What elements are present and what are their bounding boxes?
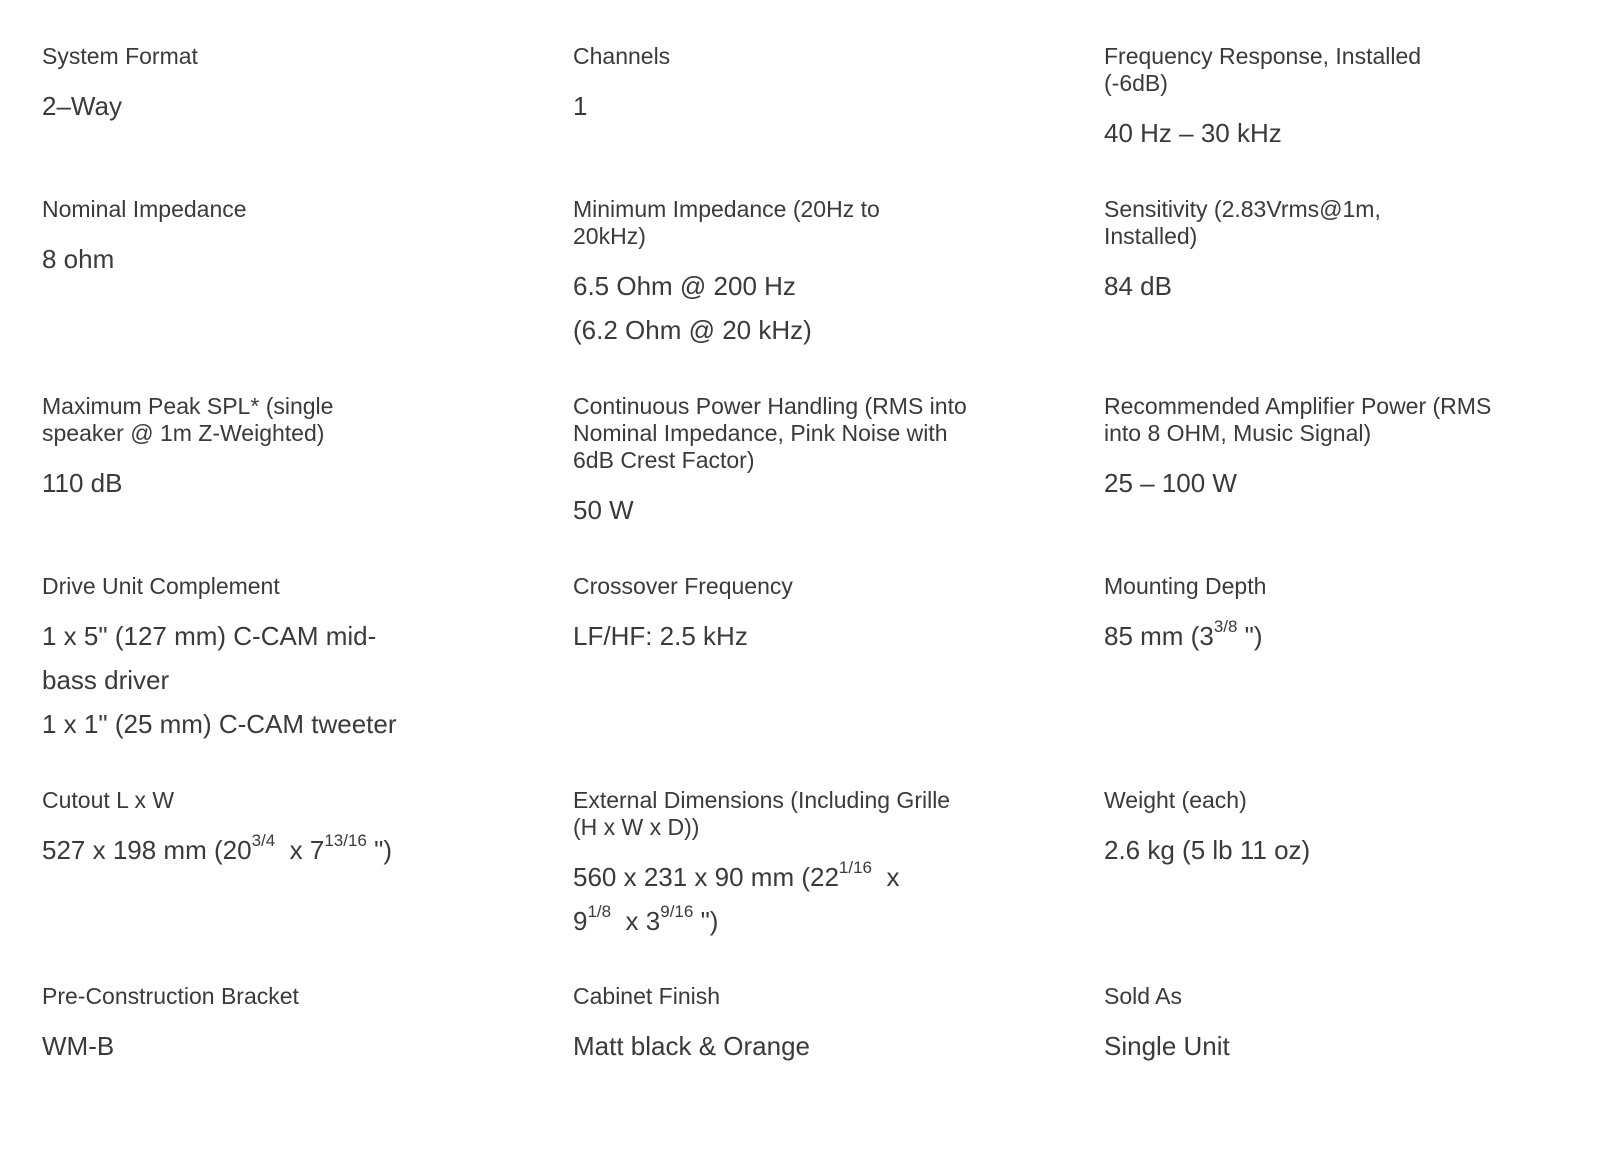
spec-value-line: 1 x 5" (127 mm) C-CAM mid-	[42, 621, 377, 651]
spec-label: System Format	[42, 43, 198, 69]
spec-value	[573, 1024, 973, 1068]
spec-value	[42, 1024, 442, 1068]
spec-label: Recommended Amplifier Power (RMS into 8 OHM, Music Signal)	[1104, 393, 1492, 446]
spec-value	[42, 237, 442, 281]
value-fraction: 1/16	[838, 858, 873, 878]
spec-value	[1104, 614, 1504, 658]
value-text: ")	[1237, 621, 1263, 651]
spec-channels	[573, 43, 973, 128]
spec-mounting-depth	[1104, 573, 1504, 658]
spec-label: Sensitivity (2.83Vrms@1m, Installed)	[1104, 196, 1381, 249]
spec-label: Crossover Frequency	[573, 573, 793, 599]
spec-value-line: 50 W	[573, 495, 634, 525]
value-fraction: 13/16	[324, 831, 367, 851]
spec-value	[573, 264, 933, 352]
value-text: x 3	[611, 906, 661, 936]
spec-value-line	[42, 828, 502, 872]
spec-crossover-frequency	[573, 573, 973, 658]
spec-label: External Dimensions (Including Grille (H x W x D))	[573, 787, 951, 840]
value-text: 560 x 231 x 90 mm (22	[573, 862, 839, 892]
value-text: x 7	[275, 835, 325, 865]
spec-value-line: LF/HF: 2.5 kHz	[573, 621, 748, 651]
spec-value	[42, 84, 442, 128]
spec-value-line: 1 x 1" (25 mm) C-CAM tweeter	[42, 709, 397, 739]
spec-label: Mounting Depth	[1104, 573, 1267, 599]
spec-value-line: (6.2 Ohm @ 20 kHz)	[573, 315, 812, 345]
value-fraction: 1/8	[587, 902, 612, 922]
spec-label: Cutout L x W	[42, 787, 175, 813]
spec-value	[573, 488, 968, 532]
value-text: ")	[693, 906, 719, 936]
spec-value	[42, 614, 482, 746]
spec-value	[573, 614, 973, 658]
value-text: 85 mm (3	[1104, 621, 1214, 651]
value-fraction: 3/8	[1213, 617, 1238, 637]
spec-value-line: 2–Way	[42, 91, 122, 121]
spec-value-line: 6.5 Ohm @ 200 Hz	[573, 271, 796, 301]
spec-frequency-response	[1104, 43, 1474, 155]
value-text: x	[872, 862, 900, 892]
spec-minimum-impedance	[573, 196, 933, 352]
spec-value-line	[573, 855, 973, 899]
spec-label: Cabinet Finish	[573, 983, 721, 1009]
spec-value-line: 2.6 kg (5 lb 11 oz)	[1104, 835, 1311, 865]
value-text: ")	[366, 835, 393, 865]
spec-cutout	[42, 787, 502, 872]
spec-value-line: 8 ohm	[42, 244, 115, 274]
spec-external-dimensions	[573, 787, 973, 943]
spec-value-line: 25 – 100 W	[1104, 468, 1237, 498]
spec-value-line: WM-B	[42, 1031, 115, 1061]
spec-value	[573, 855, 973, 943]
spec-label: Frequency Response, Installed (-6dB)	[1104, 43, 1422, 96]
spec-value-line: Matt black & Orange	[573, 1031, 810, 1061]
spec-label: Channels	[573, 43, 671, 69]
spec-sensitivity	[1104, 196, 1434, 308]
spec-value-line: Single Unit	[1104, 1031, 1230, 1061]
spec-value	[573, 84, 973, 128]
spec-recommended-amplifier-power	[1104, 393, 1504, 505]
spec-cabinet-finish	[573, 983, 973, 1068]
value-fraction: 9/16	[660, 902, 694, 922]
value-text: 527 x 198 mm (20	[42, 835, 252, 865]
value-text: 9	[573, 906, 588, 936]
spec-value-line	[573, 899, 973, 943]
spec-value	[1104, 828, 1504, 872]
spec-value	[1104, 461, 1504, 505]
spec-value	[1104, 264, 1434, 308]
spec-system-format	[42, 43, 442, 128]
spec-max-peak-spl	[42, 393, 392, 505]
spec-weight	[1104, 787, 1504, 872]
spec-continuous-power	[573, 393, 968, 532]
spec-label: Sold As	[1104, 983, 1182, 1009]
spec-value-line: bass driver	[42, 665, 170, 695]
spec-value	[42, 461, 392, 505]
spec-label: Weight (each)	[1104, 787, 1247, 813]
spec-value	[1104, 111, 1474, 155]
spec-label: Minimum Impedance (20Hz to 20kHz)	[573, 196, 880, 249]
value-fraction: 3/4	[251, 831, 276, 851]
spec-drive-unit-complement	[42, 573, 482, 746]
spec-label: Maximum Peak SPL* (single speaker @ 1m Z-Weighted)	[42, 393, 334, 446]
spec-value	[1104, 1024, 1504, 1068]
spec-value-line: 110 dB	[42, 468, 123, 498]
spec-label: Drive Unit Complement	[42, 573, 280, 599]
spec-label: Continuous Power Handling (RMS into Nominal Impedance, Pink Noise with 6dB Crest Factor)	[573, 393, 967, 473]
spec-value-line: 1	[573, 91, 588, 121]
spec-nominal-impedance	[42, 196, 442, 281]
spec-value-line: 84 dB	[1104, 271, 1172, 301]
spec-sold-as	[1104, 983, 1504, 1068]
spec-value-line	[1104, 614, 1504, 658]
spec-label: Pre-Construction Bracket	[42, 983, 299, 1009]
spec-value	[42, 828, 502, 872]
spec-pre-construction-bracket	[42, 983, 442, 1068]
spec-label: Nominal Impedance	[42, 196, 247, 222]
spec-value-line: 40 Hz – 30 kHz	[1104, 118, 1282, 148]
